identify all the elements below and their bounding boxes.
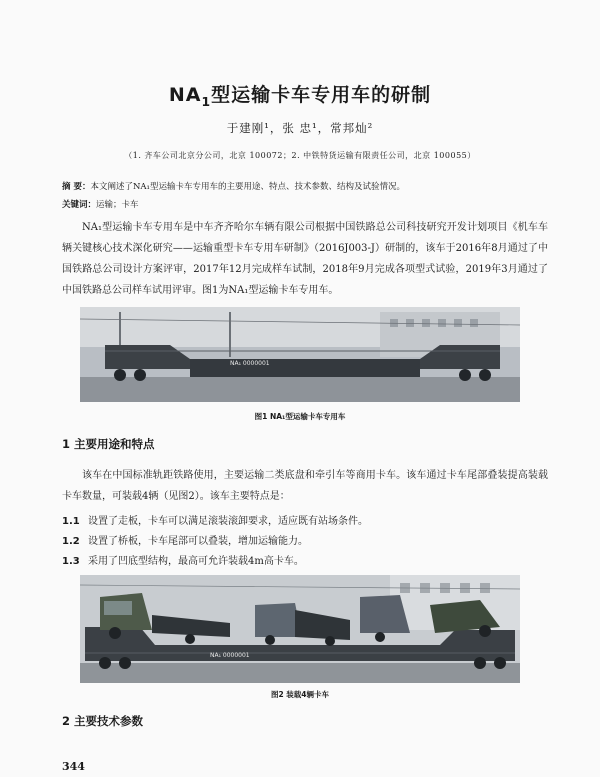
authors: 于建刚¹，张 忠¹，常邦灿²: [226, 121, 374, 135]
keywords: 关键词：运输；卡车: [62, 200, 139, 210]
figure-2-photo: [80, 575, 520, 683]
figure-2-caption: 图2 装载4辆卡车: [270, 690, 330, 699]
section-2-heading: 2 主要技术参数: [62, 714, 144, 728]
abstract: 摘 要：本文阐述了NA₁型运输卡车专用车的主要用途、特点、技术参数、结构及试验情况。: [62, 182, 405, 192]
figure-1-car-number: NA₁ 0000001: [230, 360, 270, 367]
figure-1-caption: 图1 NA₁型运输卡车专用车: [254, 412, 346, 421]
feature-item: 1.1 设置了走板，卡车可以满足滚装滚卸要求，适应既有站场条件。: [62, 516, 368, 527]
section-1-paragraph: 该车在中国标准轨距铁路使用，主要运输二类底盘和牵引车等商用卡车。该车通过卡车尾部叠装提高装载卡车数量，可装载4辆（见图2）。该车主要特点是：: [62, 470, 548, 502]
feature-item: 1.2 设置了桥板，卡车尾部可以叠装，增加运输能力。: [62, 536, 308, 547]
feature-item: 1.3 采用了凹底型结构，最高可允许装载4m高卡车。: [62, 556, 304, 567]
intro-paragraph: NA₁型运输卡车专用车是中车齐齐哈尔车辆有限公司根据中国铁路总公司科技研究开发计划项目《机车车辆关键核心技术深化研究——运输重型卡车专用车研制》（2016J003-J）研制的，该车于2016年8月通过了中国铁路总公司设计方案评审，2017年12月完成样车试制，2018年9月完成各项型式试验，2019年3月通过了中国铁路总公司样车试用评审。图1为NA₁型运输卡车专用车。: [62, 222, 548, 296]
figure-2-car-number: NA₁ 0000001: [210, 652, 250, 659]
page-number: 344: [62, 760, 85, 773]
figure-1-photo: [80, 307, 520, 402]
affiliation: （1. 齐车公司北京分公司，北京 100072；2. 中铁特货运输有限责任公司，北京 100055）: [124, 151, 476, 160]
paper-title: $NA_1$型运输卡车专用车的研制: [168, 84, 432, 109]
section-1-heading: 1 主要用途和特点: [62, 437, 155, 451]
